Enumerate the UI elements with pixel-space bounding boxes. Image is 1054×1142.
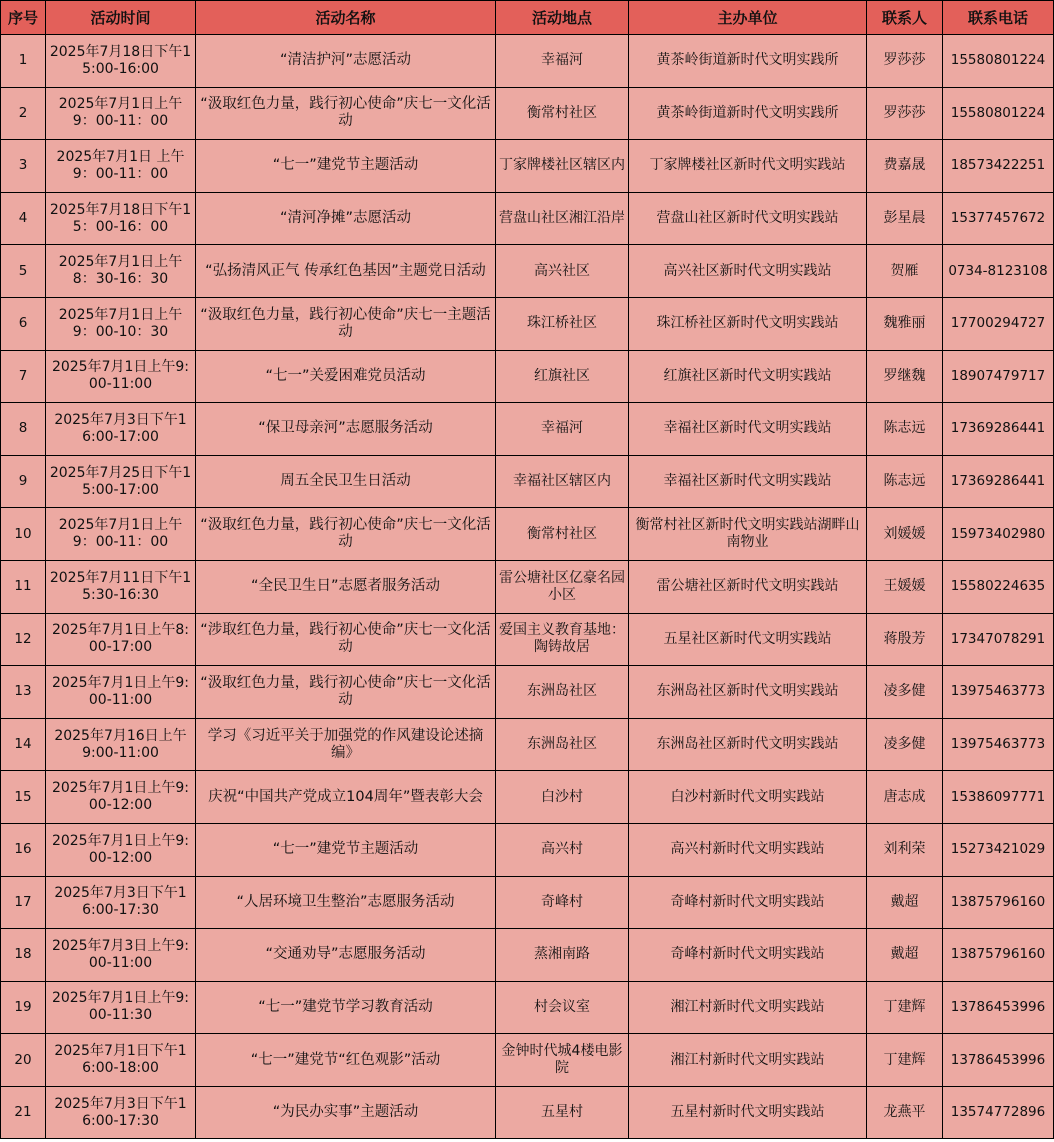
cell-phone: 17700294727 (943, 297, 1054, 350)
cell-place: 高兴社区 (496, 245, 629, 298)
cell-phone: 13786453996 (943, 981, 1054, 1034)
cell-no: 18 (1, 929, 46, 982)
cell-no: 19 (1, 981, 46, 1034)
cell-place: 红旗社区 (496, 350, 629, 403)
cell-activity-name: “全民卫生日”志愿者服务活动 (196, 560, 496, 613)
cell-place: 雷公塘社区亿豪名园小区 (496, 560, 629, 613)
cell-contact: 陈志远 (867, 403, 943, 456)
table-row (1, 350, 1054, 403)
cell-organizer: 高兴社区新时代文明实践站 (629, 245, 867, 298)
cell-time: 2025年7月16日上午9:00-11:00 (46, 718, 196, 771)
cell-contact: 罗继魏 (867, 350, 943, 403)
table-row (1, 613, 1054, 666)
cell-place: 丁家牌楼社区辖区内 (496, 140, 629, 193)
cell-place: 奇峰村 (496, 876, 629, 929)
cell-place: 衡常村社区 (496, 87, 629, 140)
cell-no: 6 (1, 297, 46, 350)
cell-contact: 唐志成 (867, 771, 943, 824)
cell-organizer: 东洲岛社区新时代文明实践站 (629, 718, 867, 771)
cell-activity-name: “七一”建党节主题活动 (196, 140, 496, 193)
cell-organizer: 红旗社区新时代文明实践站 (629, 350, 867, 403)
cell-phone: 13786453996 (943, 1034, 1054, 1087)
cell-activity-name: 庆祝“中国共产党成立104周年”暨表彰大会 (196, 771, 496, 824)
cell-time: 2025年7月1日上午9：00-11：00 (46, 87, 196, 140)
cell-phone: 13574772896 (943, 1086, 1054, 1139)
table-row (1, 1086, 1054, 1139)
header-contact: 联系人 (867, 1, 943, 35)
cell-contact: 蒋殷芳 (867, 613, 943, 666)
header-name: 活动名称 (196, 1, 496, 35)
cell-place: 五星村 (496, 1086, 629, 1139)
cell-place: 珠江桥社区 (496, 297, 629, 350)
cell-activity-name: “七一”建党节学习教育活动 (196, 981, 496, 1034)
cell-no: 17 (1, 876, 46, 929)
header-time: 活动时间 (46, 1, 196, 35)
cell-phone: 17369286441 (943, 455, 1054, 508)
cell-no: 8 (1, 403, 46, 456)
cell-time: 2025年7月3日上午9:00-11:00 (46, 929, 196, 982)
cell-organizer: 东洲岛社区新时代文明实践站 (629, 666, 867, 719)
cell-phone: 15973402980 (943, 508, 1054, 561)
table-row (1, 981, 1054, 1034)
cell-phone: 13975463773 (943, 666, 1054, 719)
cell-contact: 凌多健 (867, 666, 943, 719)
cell-time: 2025年7月1日上午9：00-11：00 (46, 508, 196, 561)
cell-organizer: 珠江桥社区新时代文明实践站 (629, 297, 867, 350)
cell-organizer: 奇峰村新时代文明实践站 (629, 929, 867, 982)
table-row (1, 87, 1054, 140)
cell-no: 10 (1, 508, 46, 561)
cell-phone: 17369286441 (943, 403, 1054, 456)
table-row (1, 929, 1054, 982)
cell-no: 3 (1, 140, 46, 193)
cell-no: 9 (1, 455, 46, 508)
cell-contact: 刘利荣 (867, 823, 943, 876)
table-row (1, 823, 1054, 876)
cell-place: 蒸湘南路 (496, 929, 629, 982)
header-no: 序号 (1, 1, 46, 35)
cell-time: 2025年7月1日上午8：30-16：30 (46, 245, 196, 298)
table-row (1, 245, 1054, 298)
cell-place: 幸福河 (496, 403, 629, 456)
cell-place: 高兴村 (496, 823, 629, 876)
cell-place: 东洲岛社区 (496, 666, 629, 719)
cell-activity-name: “汲取红色力量，践行初心使命”庆七一文化活动 (196, 87, 496, 140)
cell-organizer: 雷公塘社区新时代文明实践站 (629, 560, 867, 613)
cell-activity-name: 学习《习近平关于加强党的作风建设论述摘编》 (196, 718, 496, 771)
table-row (1, 560, 1054, 613)
cell-time: 2025年7月1日上午9：00-10：30 (46, 297, 196, 350)
cell-time: 2025年7月1日上午8:00-17:00 (46, 613, 196, 666)
cell-phone: 15580224635 (943, 560, 1054, 613)
cell-contact: 戴超 (867, 876, 943, 929)
cell-time: 2025年7月3日下午16:00-17:30 (46, 1086, 196, 1139)
cell-activity-name: “交通劝导”志愿服务活动 (196, 929, 496, 982)
cell-time: 2025年7月18日下午15：00-16：00 (46, 192, 196, 245)
cell-organizer: 黄茶岭街道新时代文明实践所 (629, 87, 867, 140)
cell-activity-name: “汲取红色力量，践行初心使命”庆七一文化活动 (196, 508, 496, 561)
cell-activity-name: “七一”建党节“红色观影”活动 (196, 1034, 496, 1087)
cell-time: 2025年7月1日上午9:00-11:30 (46, 981, 196, 1034)
cell-organizer: 衡常村社区新时代文明实践站湖畔山南物业 (629, 508, 867, 561)
cell-contact: 贺雁 (867, 245, 943, 298)
cell-contact: 龙燕平 (867, 1086, 943, 1139)
cell-phone: 15580801224 (943, 35, 1054, 88)
cell-no: 20 (1, 1034, 46, 1087)
cell-no: 1 (1, 35, 46, 88)
cell-place: 村会议室 (496, 981, 629, 1034)
cell-organizer: 白沙村新时代文明实践站 (629, 771, 867, 824)
header-place: 活动地点 (496, 1, 629, 35)
cell-contact: 费嘉晟 (867, 140, 943, 193)
header-row (1, 1, 1054, 35)
cell-activity-name: “弘扬清风正气 传承红色基因”主题党日活动 (196, 245, 496, 298)
cell-activity-name: “清洁护河”志愿活动 (196, 35, 496, 88)
table-row (1, 35, 1054, 88)
cell-contact: 王媛媛 (867, 560, 943, 613)
cell-no: 5 (1, 245, 46, 298)
cell-contact: 戴超 (867, 929, 943, 982)
cell-time: 2025年7月3日下午16:00-17:00 (46, 403, 196, 456)
cell-phone: 15377457672 (943, 192, 1054, 245)
cell-phone: 15273421029 (943, 823, 1054, 876)
cell-place: 幸福河 (496, 35, 629, 88)
table-row (1, 771, 1054, 824)
cell-place: 东洲岛社区 (496, 718, 629, 771)
cell-no: 21 (1, 1086, 46, 1139)
cell-place: 幸福社区辖区内 (496, 455, 629, 508)
cell-activity-name: “保卫母亲河”志愿服务活动 (196, 403, 496, 456)
cell-activity-name: 周五全民卫生日活动 (196, 455, 496, 508)
cell-no: 15 (1, 771, 46, 824)
cell-phone: 17347078291 (943, 613, 1054, 666)
table-row (1, 192, 1054, 245)
cell-contact: 魏雅丽 (867, 297, 943, 350)
cell-no: 11 (1, 560, 46, 613)
table-row (1, 876, 1054, 929)
cell-contact: 刘媛媛 (867, 508, 943, 561)
cell-organizer: 湘江村新时代文明实践站 (629, 981, 867, 1034)
cell-organizer: 黄茶岭街道新时代文明实践所 (629, 35, 867, 88)
cell-place: 白沙村 (496, 771, 629, 824)
cell-organizer: 丁家牌楼社区新时代文明实践站 (629, 140, 867, 193)
cell-organizer: 五星村新时代文明实践站 (629, 1086, 867, 1139)
table-row (1, 455, 1054, 508)
cell-place: 爱国主义教育基地：陶铸故居 (496, 613, 629, 666)
cell-activity-name: “七一”建党节主题活动 (196, 823, 496, 876)
cell-activity-name: “汲取红色力量，践行初心使命”庆七一主题活动 (196, 297, 496, 350)
cell-phone: 18573422251 (943, 140, 1054, 193)
cell-activity-name: “汲取红色力量，践行初心使命”庆七一文化活动 (196, 666, 496, 719)
cell-no: 2 (1, 87, 46, 140)
table-row (1, 140, 1054, 193)
table-row (1, 403, 1054, 456)
cell-place: 营盘山社区湘江沿岸 (496, 192, 629, 245)
table-row (1, 718, 1054, 771)
cell-organizer: 高兴村新时代文明实践站 (629, 823, 867, 876)
cell-no: 7 (1, 350, 46, 403)
cell-time: 2025年7月1日下午16:00-18:00 (46, 1034, 196, 1087)
cell-contact: 罗莎莎 (867, 35, 943, 88)
cell-activity-name: “为民办实事”主题活动 (196, 1086, 496, 1139)
table-row (1, 666, 1054, 719)
cell-time: 2025年7月18日下午15:00-16:00 (46, 35, 196, 88)
cell-contact: 丁建辉 (867, 981, 943, 1034)
cell-time: 2025年7月25日下午15:00-17:00 (46, 455, 196, 508)
cell-time: 2025年7月11日下午15:30-16:30 (46, 560, 196, 613)
cell-phone: 13875796160 (943, 876, 1054, 929)
cell-phone: 15580801224 (943, 87, 1054, 140)
cell-organizer: 营盘山社区新时代文明实践站 (629, 192, 867, 245)
table-row (1, 508, 1054, 561)
cell-activity-name: “人居环境卫生整治”志愿服务活动 (196, 876, 496, 929)
header-organizer: 主办单位 (629, 1, 867, 35)
header-phone: 联系电话 (943, 1, 1054, 35)
cell-activity-name: “涉取红色力量，践行初心使命”庆七一文化活动 (196, 613, 496, 666)
cell-activity-name: “清河净摊”志愿活动 (196, 192, 496, 245)
cell-time: 2025年7月1日 上午9：00-11：00 (46, 140, 196, 193)
cell-no: 4 (1, 192, 46, 245)
cell-contact: 丁建辉 (867, 1034, 943, 1087)
cell-no: 16 (1, 823, 46, 876)
cell-time: 2025年7月1日上午9:00-11:00 (46, 666, 196, 719)
cell-contact: 彭星晨 (867, 192, 943, 245)
cell-time: 2025年7月3日下午16:00-17:30 (46, 876, 196, 929)
cell-phone: 18907479717 (943, 350, 1054, 403)
cell-no: 12 (1, 613, 46, 666)
cell-contact: 凌多健 (867, 718, 943, 771)
cell-time: 2025年7月1日上午9:00-12:00 (46, 771, 196, 824)
cell-place: 金钟时代城4楼电影院 (496, 1034, 629, 1087)
cell-organizer: 湘江村新时代文明实践站 (629, 1034, 867, 1087)
cell-phone: 0734-8123108 (943, 245, 1054, 298)
cell-organizer: 幸福社区新时代文明实践站 (629, 403, 867, 456)
table-row (1, 297, 1054, 350)
cell-place: 衡常村社区 (496, 508, 629, 561)
cell-time: 2025年7月1日上午9:00-11:00 (46, 350, 196, 403)
cell-organizer: 五星社区新时代文明实践站 (629, 613, 867, 666)
cell-phone: 13975463773 (943, 718, 1054, 771)
cell-time: 2025年7月1日上午9:00-12:00 (46, 823, 196, 876)
cell-activity-name: “七一”关爱困难党员活动 (196, 350, 496, 403)
cell-organizer: 奇峰村新时代文明实践站 (629, 876, 867, 929)
cell-phone: 15386097771 (943, 771, 1054, 824)
cell-phone: 13875796160 (943, 929, 1054, 982)
cell-no: 14 (1, 718, 46, 771)
table-row (1, 1034, 1054, 1087)
cell-organizer: 幸福社区新时代文明实践站 (629, 455, 867, 508)
cell-contact: 陈志远 (867, 455, 943, 508)
cell-contact: 罗莎莎 (867, 87, 943, 140)
cell-no: 13 (1, 666, 46, 719)
